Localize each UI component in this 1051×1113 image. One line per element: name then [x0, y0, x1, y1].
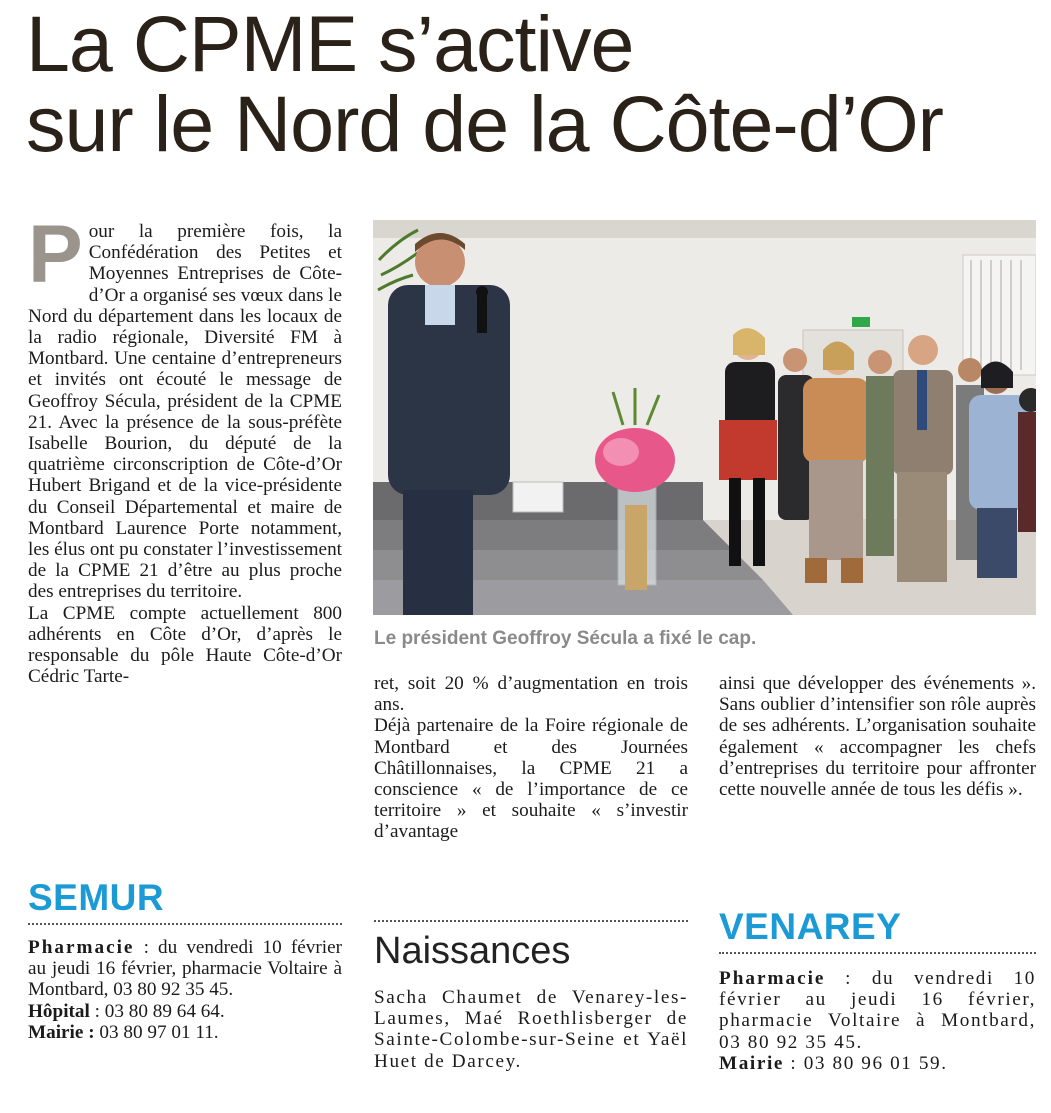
article-column-3: [719, 673, 1036, 800]
mairie-label: Mairie :: [28, 1021, 95, 1043]
naissances-section: [374, 920, 688, 1072]
headline-line-1: La CPME s’active: [26, 0, 634, 88]
section-title-naissances: Naissances: [374, 930, 571, 972]
hopital-label: Hôpital: [28, 1000, 90, 1022]
article-column-2: [374, 673, 688, 843]
photo-caption: Le président Geoffroy Sécula a fixé le cap.: [374, 628, 757, 649]
headline-line-2: sur le Nord de la Côte-d’Or: [26, 79, 943, 168]
venarey-section: [719, 906, 1036, 1074]
semur-info: [28, 937, 342, 1043]
mairie-text: : 03 80 96 01 59.: [784, 1052, 948, 1074]
mairie-label: Mairie: [719, 1052, 784, 1074]
section-title-venarey: VENAREY: [719, 906, 902, 947]
dotted-divider: [719, 952, 1036, 954]
section-title-semur: SEMUR: [28, 877, 165, 918]
article-photo: [373, 220, 1036, 615]
naissances-text: Sacha Chaumet de Venarey-les-Laumes, Maé Roethlisberger de Sainte-Colombe-sur-Seine et Yaël Huet de Darcey.: [374, 987, 688, 1072]
venarey-info: [719, 968, 1036, 1074]
drop-cap: P: [28, 209, 83, 300]
pharmacie-text: : du vendredi 10 février au jeudi 16 février, pharmacie Voltaire à Montbard, 03 80 92 35 45.: [719, 968, 1036, 1053]
article-column-1: [28, 209, 342, 688]
mairie-text: 03 80 97 01 11.: [94, 1021, 219, 1043]
article-paragraph-4: Déjà partenaire de la Foire régionale de Montbard et des Journées Châtillonnaises, la CPME 21 a conscience « de l’importance de ce territoire » et souhaite « s’investir d’avantage: [374, 715, 688, 843]
headline: [26, 0, 1036, 168]
dotted-divider: [28, 923, 342, 925]
dotted-divider: [374, 920, 688, 922]
article-paragraph-2: La CPME compte actuellement 800 adhérents en Côte d’Or, d’après le responsable du pôle Haute Côte-d’Or Cédric Tarte-: [28, 602, 342, 688]
photo-illustration: [373, 220, 1036, 615]
article-lead-paragraph: our la première fois, la Confédération des Petites et Moyennes Entreprises de Côte-d’Or a organisé ses vœux dans le Nord du département dans les locaux de la radio régionale, Diversité FM à Montbard. Une centaine d’entrepreneurs et invités ont écouté le message de Geoffroy Sécula, président de la CPME 21. Avec la présence de la sous-préfète Isabelle Bourion, du député de la quatrième circonscription de Côte-d’Or Hubert Brigand et de la vice-présidente du Conseil Départemental et maire de Montbard Laurence Porte notamment, les élus ont pu constater l’investissement de la CPME 21 d’être au plus proche des entreprises du territoire.: [28, 221, 342, 603]
semur-section: [28, 877, 342, 1043]
pharmacie-label: Pharmacie: [28, 937, 135, 958]
hopital-text: : 03 80 89 64 64.: [89, 1000, 225, 1022]
article-paragraph-3: ret, soit 20 % d’augmentation en trois ans.: [374, 673, 688, 716]
article-paragraph-5: ainsi que développer des événements ». Sans oublier d’intensifier son rôle auprès de ses adhérents. L’organisation souhaite également « accompagner les chefs d’entreprises du territoire pour affronter cette nouvelle année de tous les défis ».: [719, 673, 1036, 801]
pharmacie-text: : du vendredi 10 février au jeudi 16 février, pharmacie Voltaire à Montbard, 03 80 92 35 45.: [28, 937, 342, 1001]
pharmacie-label: Pharmacie: [719, 968, 826, 989]
